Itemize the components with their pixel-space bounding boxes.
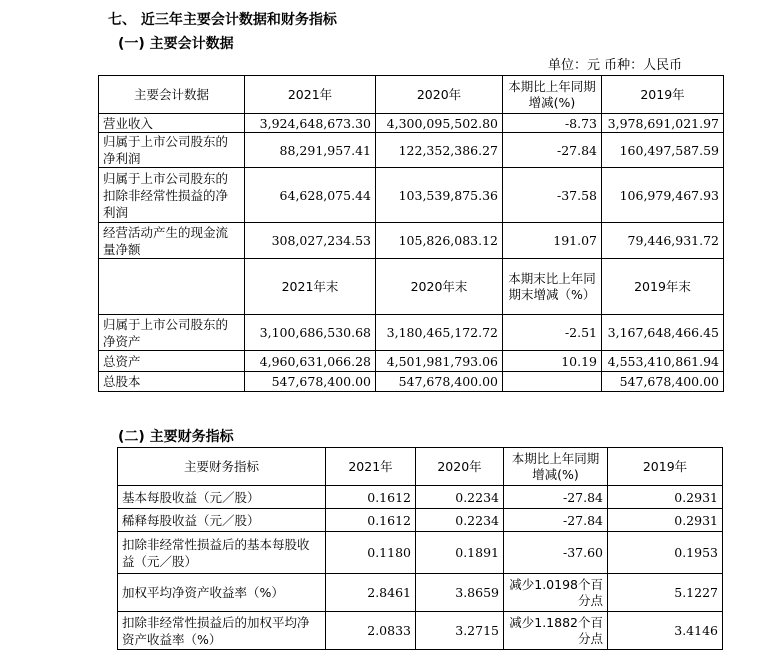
value-cell: 0.2931 — [608, 486, 723, 509]
value-cell: 308,027,234.53 — [245, 223, 376, 259]
value-cell: -2.51 — [503, 315, 602, 351]
header-cell: 主要财务指标 — [118, 448, 326, 486]
value-cell: 64,628,075.44 — [245, 168, 376, 223]
value-cell: -27.84 — [504, 486, 608, 509]
table-row — [99, 351, 724, 372]
value-cell: 2.8461 — [326, 574, 416, 612]
value-cell: 减少1.1882个百分点 — [504, 612, 608, 650]
row-label: 加权平均净资产收益率（%） — [118, 574, 326, 612]
table-row — [99, 223, 724, 259]
value-cell: 105,826,083.12 — [376, 223, 503, 259]
row-label: 基本每股收益（元／股） — [118, 486, 326, 509]
value-cell: 2.0833 — [326, 612, 416, 650]
value-cell: 4,501,981,793.06 — [376, 351, 503, 372]
value-cell: 547,678,400.00 — [376, 372, 503, 392]
subsection-title-financial-indicators: (二) 主要财务指标 — [118, 429, 234, 445]
row-label: 扣除非经常性损益后的基本每股收益（元／股） — [118, 532, 326, 574]
table-row — [99, 133, 724, 168]
table-row — [99, 168, 724, 223]
table-row — [118, 532, 723, 574]
table-row — [118, 612, 723, 650]
value-cell: 3.4146 — [608, 612, 723, 650]
table-row — [118, 486, 723, 509]
header-cell: 2021年 — [326, 448, 416, 486]
header-cell: 2021年 — [245, 76, 376, 114]
table-row — [99, 315, 724, 351]
row-label: 总股本 — [99, 372, 245, 392]
accounting-data-table — [98, 75, 724, 392]
value-cell — [503, 372, 602, 392]
row-label: 总资产 — [99, 351, 245, 372]
header-cell: 2020年 — [416, 448, 504, 486]
value-cell: 191.07 — [503, 223, 602, 259]
value-cell: 79,446,931.72 — [602, 223, 724, 259]
value-cell: 0.2234 — [416, 509, 504, 532]
header-cell — [99, 259, 245, 315]
value-cell: 4,960,631,066.28 — [245, 351, 376, 372]
row-label: 归属于上市公司股东的净资产 — [99, 315, 245, 351]
header-cell: 2021年末 — [245, 259, 376, 315]
value-cell: -27.84 — [504, 509, 608, 532]
row-label: 经营活动产生的现金流量净额 — [99, 223, 245, 259]
header-cell: 2020年末 — [376, 259, 503, 315]
table-row — [99, 372, 724, 392]
value-cell: 3,167,648,466.45 — [602, 315, 724, 351]
value-cell: -37.60 — [504, 532, 608, 574]
header-cell: 本期比上年同期增减(%) — [503, 76, 602, 114]
value-cell: 0.1891 — [416, 532, 504, 574]
value-cell: 4,300,095,502.80 — [376, 114, 503, 133]
value-cell: 3.8659 — [416, 574, 504, 612]
value-cell: 106,979,467.93 — [602, 168, 724, 223]
value-cell: 0.1180 — [326, 532, 416, 574]
row-label: 稀释每股收益（元／股） — [118, 509, 326, 532]
value-cell: 0.1612 — [326, 509, 416, 532]
value-cell: 3,924,648,673.30 — [245, 114, 376, 133]
table-header-row — [99, 76, 724, 114]
value-cell: -8.73 — [503, 114, 602, 133]
header-cell: 2019年末 — [602, 259, 724, 315]
value-cell: 547,678,400.00 — [602, 372, 724, 392]
table-header-row — [118, 448, 723, 486]
value-cell: 122,352,386.27 — [376, 133, 503, 168]
value-cell: -37.58 — [503, 168, 602, 223]
subsection-title-accounting-data: (一) 主要会计数据 — [118, 36, 234, 52]
value-cell: 0.2234 — [416, 486, 504, 509]
value-cell: 547,678,400.00 — [245, 372, 376, 392]
table-row — [118, 509, 723, 532]
financial-indicators-table — [117, 447, 723, 650]
table-row — [118, 574, 723, 612]
header-cell: 2019年 — [608, 448, 723, 486]
header-cell: 本期末比上年同期末增减（%） — [503, 259, 602, 315]
value-cell: 0.2931 — [608, 509, 723, 532]
value-cell: 4,553,410,861.94 — [602, 351, 724, 372]
header-cell: 主要会计数据 — [99, 76, 245, 114]
value-cell: 5.1227 — [608, 574, 723, 612]
value-cell: 0.1612 — [326, 486, 416, 509]
value-cell: 103,539,875.36 — [376, 168, 503, 223]
header-cell: 2020年 — [376, 76, 503, 114]
row-label: 扣除非经常性损益后的加权平均净资产收益率（%） — [118, 612, 326, 650]
value-cell: 3,978,691,021.97 — [602, 114, 724, 133]
value-cell: 0.1953 — [608, 532, 723, 574]
value-cell: 10.19 — [503, 351, 602, 372]
value-cell: -27.84 — [503, 133, 602, 168]
value-cell: 3.2715 — [416, 612, 504, 650]
row-label: 归属于上市公司股东的净利润 — [99, 133, 245, 168]
header-cell: 2019年 — [602, 76, 724, 114]
value-cell: 减少1.0198个百分点 — [504, 574, 608, 612]
header-cell: 本期比上年同期增减(%) — [504, 448, 608, 486]
section-title: 七、 近三年主要会计数据和财务指标 — [108, 12, 337, 28]
table-header-row-period-end — [99, 259, 724, 315]
row-label: 营业收入 — [99, 114, 245, 133]
unit-currency-label: 单位：元 币种：人民币 — [548, 58, 683, 73]
value-cell: 160,497,587.59 — [602, 133, 724, 168]
value-cell: 3,180,465,172.72 — [376, 315, 503, 351]
value-cell: 3,100,686,530.68 — [245, 315, 376, 351]
row-label: 归属于上市公司股东的扣除非经常性损益的净利润 — [99, 168, 245, 223]
value-cell: 88,291,957.41 — [245, 133, 376, 168]
table-row — [99, 114, 724, 133]
